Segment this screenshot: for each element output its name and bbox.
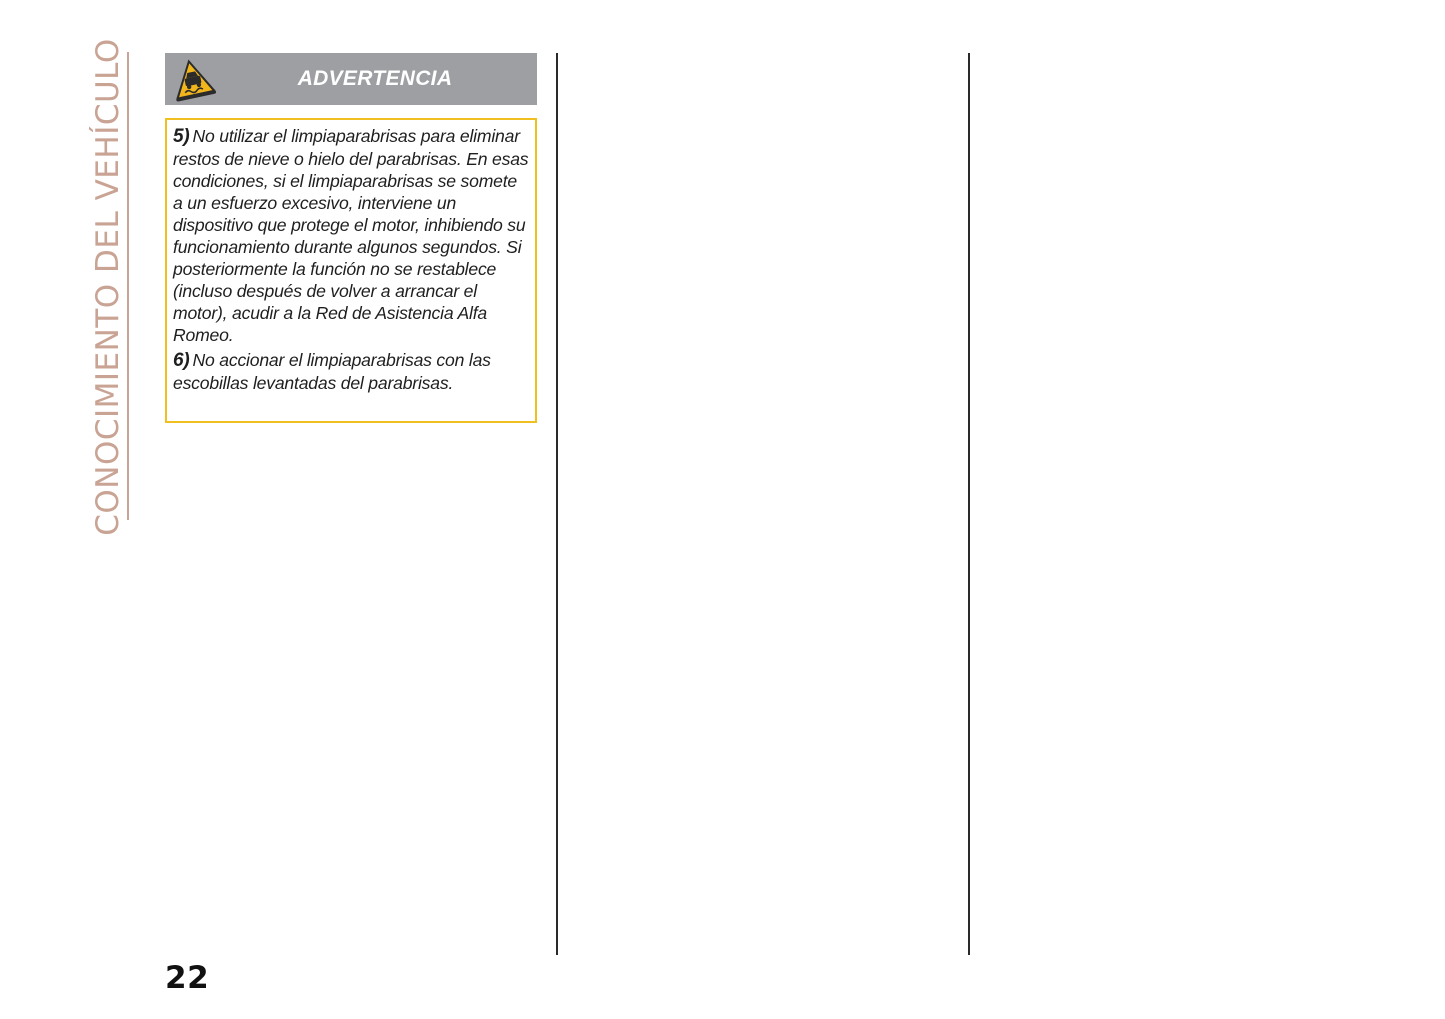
column-divider-left bbox=[556, 53, 558, 955]
page-number: 22 bbox=[165, 960, 210, 996]
note-number: 5) bbox=[173, 126, 190, 147]
column-divider-right bbox=[968, 53, 970, 955]
side-title-rule bbox=[127, 52, 129, 520]
note-text: No utilizar el limpiaparabrisas para eliminar restos de nieve o hielo del parabrisas. En esas condiciones, si el limpiaparabrisas se somete a un esfuerzo excesivo, interviene un dispositivo que protege el motor, inhibiendo su funcionamiento durante algunos segundos. Si posteriormente la función no se restablece (incluso después de volver a arrancar el motor), acudir a la Red de Asistencia Alfa Romeo. bbox=[173, 126, 529, 345]
section-side-title bbox=[88, 38, 128, 536]
warning-note-6 bbox=[173, 349, 529, 394]
warning-title: ADVERTENCIA bbox=[297, 67, 453, 90]
warning-header bbox=[165, 53, 537, 105]
warning-box bbox=[165, 118, 537, 423]
slippery-road-warning-icon bbox=[169, 55, 217, 103]
note-text: No accionar el limpiaparabrisas con las escobillas levantadas del parabrisas. bbox=[173, 350, 491, 393]
warning-note-5 bbox=[173, 125, 529, 346]
section-side-title-text: CONOCIMIENTO DEL VEHÍCULO bbox=[90, 38, 127, 536]
note-number: 6) bbox=[173, 350, 190, 371]
